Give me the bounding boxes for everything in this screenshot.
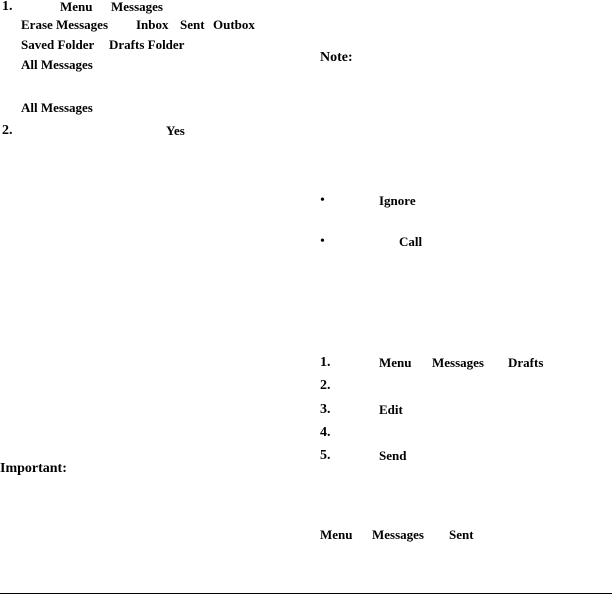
outbox-label: Outbox: [213, 17, 255, 32]
step-number: 2.: [320, 378, 331, 393]
step-number: 4.: [320, 425, 331, 440]
step-number: 1.: [320, 355, 331, 370]
sent-label: Sent: [180, 17, 205, 32]
step-number: 2.: [2, 123, 13, 138]
step-number: 5.: [320, 448, 331, 463]
sent-label: Sent: [449, 527, 474, 542]
erase-messages-label: Erase Messages: [21, 17, 109, 32]
step-number: 3.: [320, 402, 331, 417]
drafts-folder-label: Drafts Folder: [109, 37, 185, 52]
menu-label: Menu: [320, 527, 353, 542]
saved-folder-label: Saved Folder: [21, 37, 95, 52]
edit-label: Edit: [379, 402, 403, 417]
call-label: Call: [399, 234, 423, 249]
menu-label: Menu: [60, 0, 93, 14]
menu-label: Menu: [379, 355, 412, 370]
all-messages-label: All Messages: [21, 57, 93, 72]
bullet-icon: •: [320, 193, 325, 208]
messages-label: Messages: [372, 527, 424, 542]
messages-label: Messages: [432, 355, 484, 370]
bullet-icon: •: [320, 234, 325, 249]
inbox-label: Inbox: [136, 17, 169, 32]
step-number: 1.: [2, 0, 13, 14]
important-label: Important:: [0, 461, 67, 476]
messages-label: Messages: [111, 0, 163, 14]
note-label: Note:: [320, 50, 353, 65]
ignore-label: Ignore: [379, 193, 416, 208]
drafts-label: Drafts: [508, 355, 544, 370]
all-messages-label: All Messages: [21, 100, 93, 115]
send-label: Send: [379, 448, 407, 463]
yes-label: Yes: [166, 123, 185, 138]
footer-divider: [0, 593, 612, 594]
